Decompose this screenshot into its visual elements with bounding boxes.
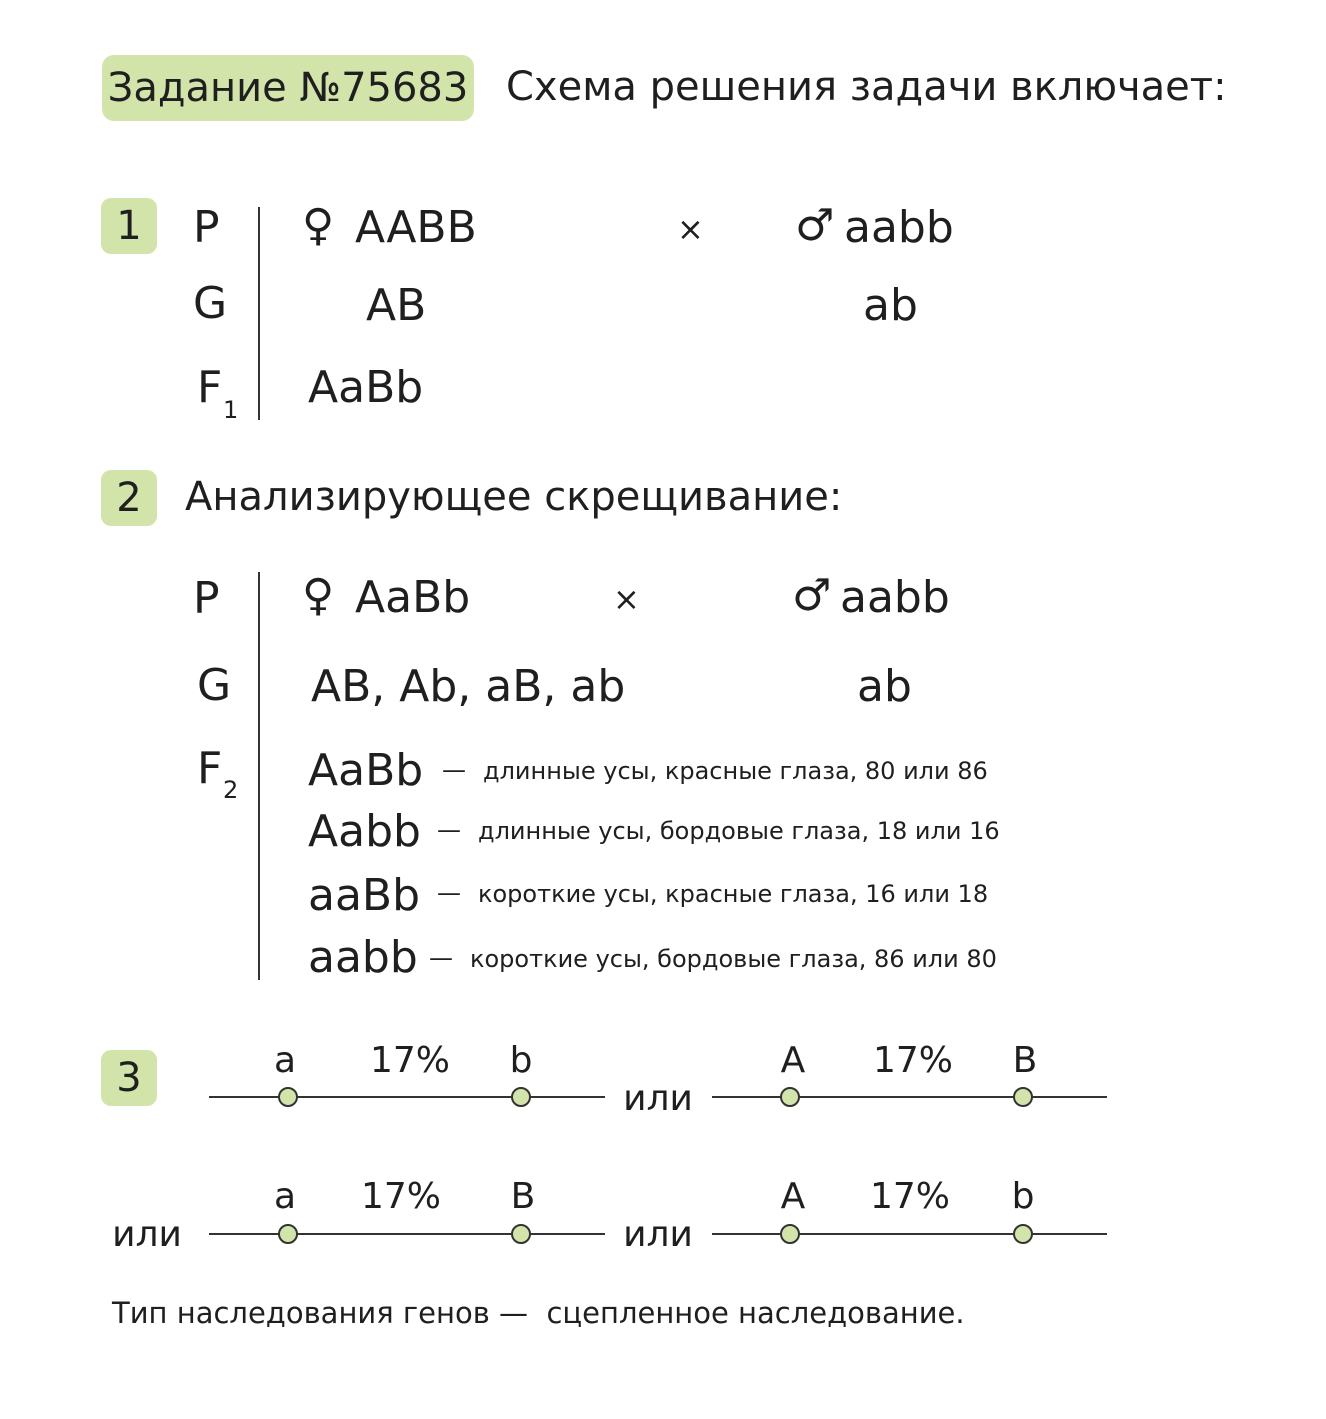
offspring-description: длинные усы, красные глаза, 80 или 86: [483, 757, 988, 785]
gene-locus-marker: [781, 1225, 799, 1243]
male-gamete: ab: [863, 280, 918, 331]
distance-label: 17%: [872, 1040, 954, 1081]
offspring-dash: —: [437, 879, 461, 907]
female-genotype: AABB: [355, 202, 477, 253]
row-label-f-subscript: 2: [223, 776, 239, 804]
distance-label: 17%: [369, 1040, 451, 1081]
row-label-g: G: [193, 278, 228, 329]
female-symbol: ♀: [302, 570, 335, 621]
inheritance-type: [112, 1296, 965, 1330]
gene-locus-marker: [279, 1088, 297, 1106]
male-genotype: aabb: [844, 202, 954, 253]
offspring-description: короткие усы, красные глаза, 16 или 18: [478, 880, 989, 908]
distance-label: 17%: [869, 1176, 951, 1217]
male-genotype: aabb: [840, 572, 950, 623]
gene-label: b: [509, 1040, 533, 1081]
offspring-description: длинные усы, бордовые глаза, 18 или 16: [478, 817, 1000, 845]
row-label-f: F: [197, 362, 223, 413]
male-symbol: ♂: [795, 200, 835, 251]
female-gamete: AB: [366, 280, 427, 331]
male-gamete: ab: [857, 661, 912, 712]
gene-label: a: [273, 1176, 297, 1217]
offspring-genotype: Aabb: [308, 806, 421, 857]
gene-label: B: [1012, 1040, 1038, 1081]
offspring-genotype: aaBb: [308, 870, 421, 921]
gene-locus-marker: [279, 1225, 297, 1243]
step-2-number: 2: [116, 475, 142, 521]
offspring-dash: —: [437, 816, 461, 844]
offspring-description: короткие усы, бордовые глаза, 86 или 80: [470, 945, 997, 973]
female-symbol: ♀: [302, 200, 335, 251]
gene-label: A: [780, 1040, 806, 1081]
row-label-p: P: [193, 573, 220, 624]
female-gametes: AB, Ab, aB, ab: [311, 661, 626, 712]
gene-locus-marker: [512, 1088, 530, 1106]
gene-locus-marker: [512, 1225, 530, 1243]
step-1-number: 1: [116, 203, 142, 249]
step-2-title: Анализирующее скрещивание:: [185, 474, 843, 520]
male-symbol: ♂: [792, 570, 832, 621]
row-label-f-subscript: 1: [223, 396, 239, 424]
gene-label: b: [1011, 1176, 1035, 1217]
cross-symbol: ×: [613, 580, 640, 618]
inheritance-type-value: сцепленное наследование.: [546, 1296, 965, 1330]
row-label-p: P: [193, 202, 220, 253]
offspring-genotype: AaBb: [308, 745, 424, 796]
gene-label: B: [510, 1176, 536, 1217]
page-title: Схема решения задачи включает:: [506, 64, 1227, 110]
offspring-genotype: aabb: [308, 932, 418, 983]
offspring-dash: —: [442, 756, 466, 784]
gene-locus-marker: [1014, 1225, 1032, 1243]
gene-label: a: [273, 1040, 297, 1081]
inheritance-type-label: Тип наследования генов —: [112, 1296, 529, 1330]
step-3-number: 3: [116, 1055, 142, 1101]
female-genotype: AaBb: [355, 572, 471, 623]
gene-locus-marker: [781, 1088, 799, 1106]
row-label-f: F: [197, 743, 223, 794]
offspring-dash: —: [429, 944, 453, 972]
f1-genotype: AaBb: [308, 362, 424, 413]
or-label: или: [112, 1214, 182, 1255]
gene-locus-marker: [1014, 1088, 1032, 1106]
distance-label: 17%: [360, 1176, 442, 1217]
cross-symbol: ×: [677, 210, 704, 248]
row-label-g: G: [197, 660, 232, 711]
or-label: или: [623, 1214, 693, 1255]
or-label: или: [623, 1078, 693, 1119]
task-number: Задание №75683: [107, 65, 469, 111]
gene-label: A: [780, 1176, 806, 1217]
